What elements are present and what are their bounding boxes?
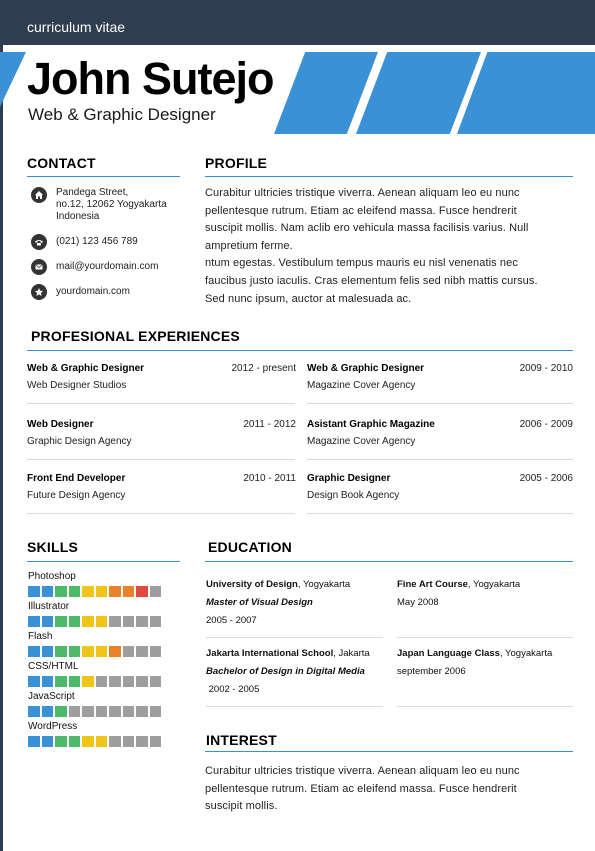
edu-degree: Master of Visual Design	[206, 597, 313, 608]
header-label: curriculum vitae	[27, 19, 126, 35]
skill-label: CSS/HTML	[28, 661, 79, 672]
skill-segment	[136, 706, 148, 717]
contact-title: CONTACT	[27, 155, 96, 171]
edu-school: Jakarta International School, Jakarta	[206, 648, 370, 659]
skill-segment	[55, 736, 67, 747]
skill-segment	[150, 646, 162, 657]
address-line-1: Pandega Street,	[56, 187, 129, 198]
exp-divider	[27, 403, 295, 404]
edu-divider	[397, 637, 573, 638]
contact-email	[31, 259, 158, 275]
skill-segment	[82, 586, 94, 597]
phone-icon	[31, 234, 47, 250]
edu-school: Japan Language Class, Yogyakarta	[397, 648, 553, 659]
skill-segment	[69, 736, 81, 747]
skill-segment	[96, 646, 108, 657]
skill-segment	[150, 676, 162, 687]
exp-period: 2009 - 2010	[519, 363, 573, 374]
profile-text	[205, 185, 577, 308]
edu-divider	[206, 706, 383, 707]
skill-segment	[109, 616, 121, 627]
skill-segment	[69, 586, 81, 597]
address-line-2: no.12, 12062 Yogyakarta	[56, 199, 167, 210]
skill-segment	[136, 736, 148, 747]
skill-bar	[28, 676, 161, 687]
skill-segment	[123, 646, 135, 657]
exp-title: Asistant Graphic Magazine	[307, 419, 435, 430]
skill-segment	[96, 586, 108, 597]
contact-rule	[27, 176, 180, 177]
exp-title: Graphic Designer	[307, 473, 391, 484]
edu-period: May 2008	[397, 597, 439, 608]
candidate-role: Web & Graphic Designer	[28, 105, 216, 124]
skill-segment	[28, 736, 40, 747]
skill-bar	[28, 736, 161, 747]
skill-label: Illustrator	[28, 601, 70, 612]
exp-title: Web & Graphic Designer	[27, 363, 145, 374]
exp-title: Front End Developer	[27, 473, 126, 484]
skill-label: JavaScript	[28, 691, 75, 702]
skill-segment	[123, 706, 135, 717]
skill-segment	[123, 586, 135, 597]
skill-segment	[82, 706, 94, 717]
edu-period: september 2006	[397, 666, 466, 677]
skill-bar	[28, 646, 161, 657]
skill-segment	[109, 586, 121, 597]
decor-triangle-left	[0, 52, 26, 107]
skill-segment	[96, 616, 108, 627]
skill-segment	[55, 646, 67, 657]
skills-title: SKILLS	[27, 539, 78, 555]
exp-company: Web Designer Studios	[27, 380, 127, 391]
candidate-name: John Sutejo	[27, 53, 274, 104]
experience-title: PROFESIONAL EXPERIENCES	[31, 328, 240, 344]
skill-segment	[109, 736, 121, 747]
skill-segment	[136, 616, 148, 627]
skill-segment	[42, 616, 54, 627]
skill-segment	[28, 706, 40, 717]
education-title: EDUCATION	[208, 539, 292, 555]
exp-divider	[307, 513, 573, 514]
interest-rule	[205, 751, 573, 752]
skill-segment	[150, 706, 162, 717]
skill-segment	[55, 706, 67, 717]
skill-segment	[55, 586, 67, 597]
decor-parallelogram-3	[457, 52, 595, 134]
skills-rule	[27, 561, 180, 562]
experience-rule	[27, 350, 573, 351]
skill-segment	[109, 676, 121, 687]
skill-segment	[136, 646, 148, 657]
star-icon	[31, 284, 47, 300]
skill-label: Flash	[28, 631, 53, 642]
edu-period: 2005 - 2007	[206, 615, 257, 626]
skill-segment	[28, 616, 40, 627]
exp-divider	[27, 513, 295, 514]
profile-line: ntum egestas. Vestibulum tempus mauris eu nisl venenatis nec	[205, 257, 518, 270]
email-text: mail@yourdomain.com	[56, 261, 159, 272]
interest-line: Curabitur ultricies tristique viverra. Aenean aliquam leo eu nunc	[205, 765, 520, 777]
left-edge-bar	[0, 0, 3, 851]
skill-segment	[42, 676, 54, 687]
edu-period: 2002 - 2005	[206, 684, 260, 695]
profile-line: Sed nunc ipsum, auctor at malesuada ac.	[205, 292, 412, 305]
exp-period: 2006 - 2009	[519, 419, 573, 430]
edu-school: Fine Art Course, Yogyakarta	[397, 579, 521, 590]
exp-company: Magazine Cover Agency	[307, 436, 416, 447]
skill-segment	[82, 616, 94, 627]
skill-segment	[82, 676, 94, 687]
skill-label: Photoshop	[28, 571, 76, 582]
edu-degree: Bachelor of Design in Digital Media	[206, 666, 365, 677]
address-line-3: Indonesia	[56, 211, 100, 222]
exp-company: Future Design Agency	[27, 490, 126, 501]
contact-website	[31, 284, 130, 300]
exp-company: Magazine Cover Agency	[307, 380, 416, 391]
skill-segment	[82, 646, 94, 657]
interest-line: suscipit mollis.	[205, 800, 278, 813]
profile-line: ampretium ferme.	[205, 239, 293, 252]
skill-segment	[55, 616, 67, 627]
skill-segment	[28, 646, 40, 657]
exp-period: 2005 - 2006	[519, 473, 573, 484]
skill-label: WordPress	[28, 721, 78, 732]
contact-phone	[31, 234, 138, 250]
skill-segment	[150, 616, 162, 627]
profile-rule	[205, 176, 573, 177]
skill-segment	[28, 676, 40, 687]
exp-title: Web & Graphic Designer	[307, 363, 425, 374]
contact-address	[31, 187, 167, 223]
exp-company: Graphic Design Agency	[27, 436, 132, 447]
skill-segment	[123, 616, 135, 627]
skill-segment	[42, 646, 54, 657]
profile-line: Curabitur ultricies tristique viverra. Aenean aliquam leo eu nunc	[205, 187, 520, 199]
skill-segment	[136, 586, 148, 597]
phone-text: (021) 123 456 789	[56, 236, 138, 247]
exp-period: 2012 - present	[231, 363, 296, 374]
skill-segment	[96, 736, 108, 747]
profile-line: pellentesque rutrum. Etiam ac eleifend massa. Fusce hendrerit	[205, 204, 517, 217]
exp-period: 2010 - 2011	[243, 473, 296, 484]
profile-title: PROFILE	[205, 155, 268, 171]
edu-divider	[397, 706, 573, 707]
skill-segment	[28, 586, 40, 597]
top-header-bar	[0, 0, 595, 45]
home-icon	[31, 187, 47, 203]
skill-segment	[96, 706, 108, 717]
skill-segment	[69, 676, 81, 687]
skill-segment	[69, 646, 81, 657]
skill-segment	[82, 736, 94, 747]
skill-segment	[96, 676, 108, 687]
exp-divider	[307, 403, 573, 404]
interest-text	[205, 763, 577, 816]
profile-line: faucibus justo iaculis. Cras elementum felis sed nibh mattis cursus.	[205, 274, 538, 287]
skill-segment	[109, 646, 121, 657]
profile-line: suscipit mollis. Nam aclib ero vehicula massa facilisis varius. Null	[205, 222, 529, 235]
skill-segment	[123, 736, 135, 747]
skill-bar	[28, 706, 161, 717]
interest-title: INTEREST	[206, 732, 277, 748]
skill-segment	[150, 736, 162, 747]
exp-title: Web Designer	[27, 419, 94, 430]
website-text: yourdomain.com	[56, 286, 130, 297]
skill-segment	[136, 676, 148, 687]
exp-company: Design Book Agency	[307, 490, 400, 501]
skill-bar	[28, 586, 161, 597]
skill-segment	[150, 586, 162, 597]
exp-divider	[27, 459, 295, 460]
exp-period: 2011 - 2012	[243, 419, 296, 430]
mail-icon	[31, 259, 47, 275]
skill-bar	[28, 616, 161, 627]
interest-line: pellentesque rutrum. Etiam ac eleifend massa. Fusce hendrerit	[205, 782, 517, 795]
skill-segment	[69, 616, 81, 627]
edu-school: University of Design, Yogyakarta	[206, 579, 351, 590]
skill-segment	[123, 676, 135, 687]
skill-segment	[42, 706, 54, 717]
skill-segment	[69, 706, 81, 717]
exp-divider	[307, 459, 573, 460]
skill-segment	[109, 706, 121, 717]
skill-segment	[55, 676, 67, 687]
education-rule	[205, 561, 573, 562]
edu-divider	[206, 637, 383, 638]
skill-segment	[42, 736, 54, 747]
skill-segment	[42, 586, 54, 597]
